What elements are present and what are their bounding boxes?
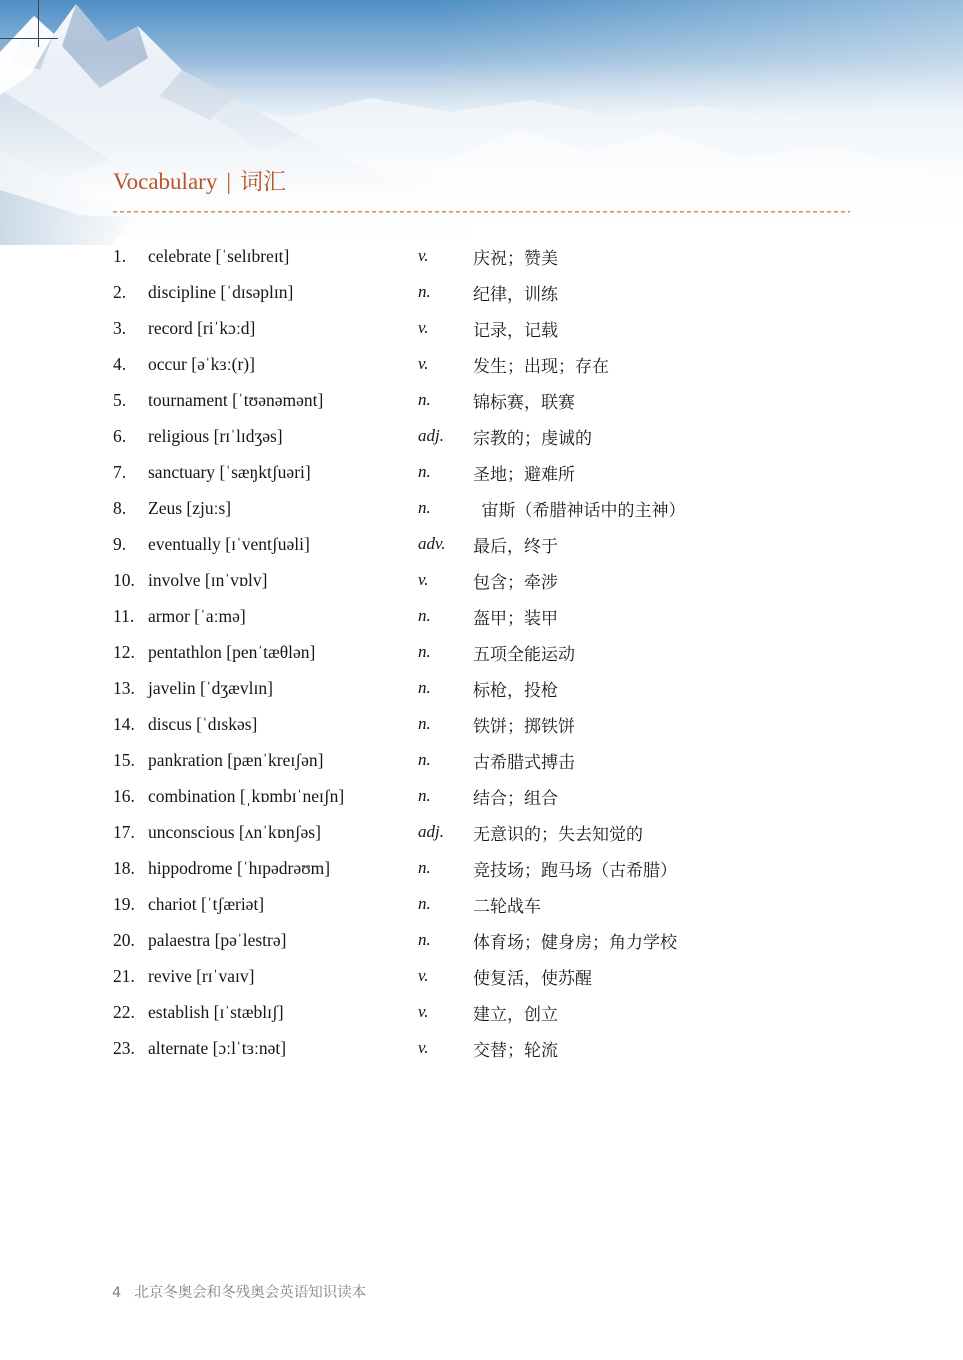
- entry-word-cell: [148, 282, 418, 303]
- entry-meaning: 体育场；健身房；角力学校: [473, 932, 677, 953]
- entry-phonetic: [rɪˈlɪdʒəs]: [213, 425, 283, 446]
- entry-word: armor: [148, 605, 190, 626]
- entry-number: 18.: [113, 857, 135, 878]
- entry-number: 15.: [113, 749, 135, 770]
- entry-part-of-speech: n.: [418, 786, 431, 805]
- vocab-row: [113, 454, 850, 490]
- entry-phonetic: [zjuːs]: [186, 497, 232, 518]
- vocab-row: [113, 922, 850, 958]
- entry-word: involve: [148, 569, 201, 590]
- entry-part-of-speech: v.: [418, 570, 429, 589]
- entry-word-cell: [148, 390, 418, 411]
- entry-word-cell: [148, 1002, 418, 1023]
- vocab-row: [113, 418, 850, 454]
- crop-mark-vertical: [38, 0, 39, 47]
- entry-number: 19.: [113, 893, 135, 914]
- entry-meaning: 宙斯（希腊神话中的主神）: [473, 500, 686, 521]
- entry-phonetic: [riˈkɔːd]: [197, 317, 256, 338]
- entry-phonetic: [ˌkɒmbɪˈneɪʃn]: [239, 785, 345, 806]
- vocab-row: [113, 562, 850, 598]
- entry-part-of-speech: adj.: [418, 426, 444, 445]
- entry-phonetic: [ɪˈventʃuəli]: [225, 533, 310, 554]
- entry-word-cell: [148, 318, 418, 339]
- entry-word: revive: [148, 965, 192, 986]
- entry-word: pentathlon: [148, 641, 222, 662]
- entry-meaning: 锦标赛，联赛: [473, 392, 575, 413]
- vocab-row: [113, 994, 850, 1030]
- vocab-row: [113, 526, 850, 562]
- entry-word: sanctuary: [148, 461, 216, 482]
- page-title-zh: 词汇: [239, 169, 286, 194]
- entry-phonetic: [əˈkɜː(r)]: [191, 353, 255, 374]
- entry-part-of-speech: n.: [418, 606, 431, 625]
- entry-part-of-speech: n.: [418, 642, 431, 661]
- book-title: 北京冬奥会和冬残奥会英语知识读本: [134, 1285, 367, 1301]
- entry-number: 3.: [113, 317, 127, 338]
- entry-word-cell: [148, 498, 418, 519]
- entry-word: occur: [148, 353, 187, 374]
- entry-part-of-speech: n.: [418, 462, 431, 481]
- entry-number: 11.: [113, 605, 135, 626]
- entry-part-of-speech: n.: [418, 282, 431, 301]
- entry-word: hippodrome: [148, 857, 233, 878]
- entry-word: Zeus: [148, 497, 183, 518]
- entry-meaning: 古希腊式搏击: [473, 752, 575, 773]
- entry-word-cell: [148, 426, 418, 447]
- entry-number: 23.: [113, 1037, 135, 1058]
- entry-word: establish: [148, 1001, 210, 1022]
- entry-phonetic: [ˈtʃæriət]: [200, 893, 265, 914]
- entry-word: combination: [148, 785, 236, 806]
- page-content: [113, 168, 850, 1066]
- entry-word-cell: [148, 714, 418, 735]
- entry-phonetic: [penˈtæθlən]: [226, 641, 316, 662]
- entry-part-of-speech: n.: [418, 750, 431, 769]
- entry-number: 17.: [113, 821, 135, 842]
- entry-word: discipline: [148, 281, 217, 302]
- entry-meaning: 二轮战车: [473, 896, 541, 917]
- entry-word: religious: [148, 425, 210, 446]
- entry-meaning: 宗教的；虔诚的: [473, 428, 592, 449]
- entry-number: 9.: [113, 533, 127, 554]
- entry-meaning: 铁饼；掷铁饼: [473, 716, 575, 737]
- vocabulary-list: [113, 238, 850, 1066]
- entry-number: 22.: [113, 1001, 135, 1022]
- entry-word: javelin: [148, 677, 196, 698]
- vocab-row: [113, 742, 850, 778]
- entry-number: 10.: [113, 569, 135, 590]
- entry-number: 16.: [113, 785, 135, 806]
- entry-meaning: 结合；组合: [473, 788, 558, 809]
- entry-word-cell: [148, 642, 418, 663]
- vocab-row: [113, 958, 850, 994]
- vocab-row: [113, 778, 850, 814]
- entry-word-cell: [148, 822, 418, 843]
- vocab-row: [113, 382, 850, 418]
- entry-number: 1.: [113, 245, 127, 266]
- entry-part-of-speech: v.: [418, 354, 429, 373]
- entry-part-of-speech: v.: [418, 1002, 429, 1021]
- entry-phonetic: [ɪnˈvɒlv]: [204, 569, 268, 590]
- vocab-row: [113, 1030, 850, 1066]
- entry-part-of-speech: n.: [418, 498, 431, 517]
- entry-number: 8.: [113, 497, 127, 518]
- entry-meaning: 使复活，使苏醒: [473, 968, 592, 989]
- entry-word: celebrate: [148, 245, 212, 266]
- entry-number: 4.: [113, 353, 127, 374]
- vocab-row: [113, 490, 850, 526]
- page-title: [113, 168, 850, 196]
- entry-number: 20.: [113, 929, 135, 950]
- vocab-row: [113, 850, 850, 886]
- entry-part-of-speech: adv.: [418, 534, 446, 553]
- entry-word-cell: [148, 354, 418, 375]
- dotted-divider: [113, 211, 850, 213]
- entry-meaning: 发生；出现；存在: [473, 356, 609, 377]
- entry-word-cell: [148, 570, 418, 591]
- entry-phonetic: [ɔːlˈtɜːnət]: [212, 1037, 287, 1058]
- entry-number: 5.: [113, 389, 127, 410]
- entry-meaning: 交替；轮流: [473, 1040, 558, 1061]
- page-title-en: Vocabulary: [113, 169, 218, 194]
- entry-meaning: 竞技场；跑马场（古希腊）: [473, 860, 677, 881]
- entry-word: pankration: [148, 749, 223, 770]
- entry-phonetic: [ˈdɪsəplɪn]: [220, 281, 294, 302]
- entry-word-cell: [148, 750, 418, 771]
- entry-word: unconscious: [148, 821, 235, 842]
- entry-meaning: 圣地；避难所: [473, 464, 575, 485]
- entry-word-cell: [148, 894, 418, 915]
- entry-word: record: [148, 317, 193, 338]
- entry-phonetic: [ɪˈstæblɪʃ]: [213, 1001, 284, 1022]
- entry-part-of-speech: v.: [418, 966, 429, 985]
- entry-part-of-speech: v.: [418, 246, 429, 265]
- entry-meaning: 包含；牵涉: [473, 572, 558, 593]
- entry-phonetic: [ˈselɪbreɪt]: [215, 245, 290, 266]
- entry-meaning: 庆祝；赞美: [473, 248, 558, 269]
- entry-part-of-speech: v.: [418, 1038, 429, 1057]
- entry-number: 13.: [113, 677, 135, 698]
- entry-word-cell: [148, 534, 418, 555]
- entry-phonetic: [ˈtʊənəmənt]: [232, 389, 324, 410]
- entry-number: 2.: [113, 281, 127, 302]
- entry-part-of-speech: n.: [418, 894, 431, 913]
- entry-meaning: 建立，创立: [473, 1004, 558, 1025]
- entry-number: 6.: [113, 425, 127, 446]
- entry-number: 7.: [113, 461, 127, 482]
- entry-word: palaestra: [148, 929, 211, 950]
- entry-meaning: 纪律，训练: [473, 284, 558, 305]
- entry-number: 14.: [113, 713, 135, 734]
- title-separator: |: [226, 169, 231, 194]
- vocab-row: [113, 670, 850, 706]
- entry-meaning: 无意识的；失去知觉的: [473, 824, 643, 845]
- entry-part-of-speech: v.: [418, 318, 429, 337]
- entry-word-cell: [148, 858, 418, 879]
- entry-phonetic: [ˈdʒævlɪn]: [200, 677, 273, 698]
- entry-word-cell: [148, 966, 418, 987]
- vocab-row: [113, 886, 850, 922]
- vocab-row: [113, 238, 850, 274]
- vocab-row: [113, 814, 850, 850]
- entry-word-cell: [148, 606, 418, 627]
- entry-part-of-speech: n.: [418, 858, 431, 877]
- entry-word-cell: [148, 462, 418, 483]
- entry-part-of-speech: n.: [418, 390, 431, 409]
- entry-part-of-speech: n.: [418, 714, 431, 733]
- entry-phonetic: [ˈhɪpədrəʊm]: [236, 857, 331, 878]
- vocab-row: [113, 274, 850, 310]
- vocab-row: [113, 598, 850, 634]
- page-footer: [112, 1281, 366, 1302]
- entry-number: 21.: [113, 965, 135, 986]
- entry-word: alternate: [148, 1037, 209, 1058]
- entry-meaning: 记录，记载: [473, 320, 558, 341]
- entry-meaning: 盔甲；装甲: [473, 608, 558, 629]
- entry-phonetic: [pəˈlestrə]: [214, 929, 287, 950]
- entry-part-of-speech: adj.: [418, 822, 444, 841]
- entry-phonetic: [ˈsæŋktʃuəri]: [219, 461, 311, 482]
- vocab-row: [113, 310, 850, 346]
- entry-phonetic: [pænˈkreɪʃən]: [227, 749, 324, 770]
- entry-part-of-speech: n.: [418, 678, 431, 697]
- entry-meaning: 五项全能运动: [473, 644, 575, 665]
- entry-meaning: 标枪，投枪: [473, 680, 558, 701]
- entry-word-cell: [148, 678, 418, 699]
- entry-number: 12.: [113, 641, 135, 662]
- vocab-row: [113, 346, 850, 382]
- entry-word-cell: [148, 930, 418, 951]
- entry-meaning: 最后，终于: [473, 536, 558, 557]
- crop-mark-horizontal: [0, 38, 58, 39]
- entry-word: tournament: [148, 389, 228, 410]
- entry-word-cell: [148, 1038, 418, 1059]
- entry-phonetic: [ˈdɪskəs]: [196, 713, 258, 734]
- entry-word: chariot: [148, 893, 197, 914]
- page-number: 4: [112, 1285, 122, 1301]
- entry-word: eventually: [148, 533, 221, 554]
- entry-phonetic: [ʌnˈkɒnʃəs]: [238, 821, 321, 842]
- entry-phonetic: [ˈaːmə]: [194, 605, 246, 626]
- vocab-row: [113, 706, 850, 742]
- vocab-row: [113, 634, 850, 670]
- entry-word-cell: [148, 786, 418, 807]
- entry-word-cell: [148, 246, 418, 267]
- entry-part-of-speech: n.: [418, 930, 431, 949]
- entry-phonetic: [rɪˈvaɪv]: [196, 965, 255, 986]
- entry-word: discus: [148, 713, 192, 734]
